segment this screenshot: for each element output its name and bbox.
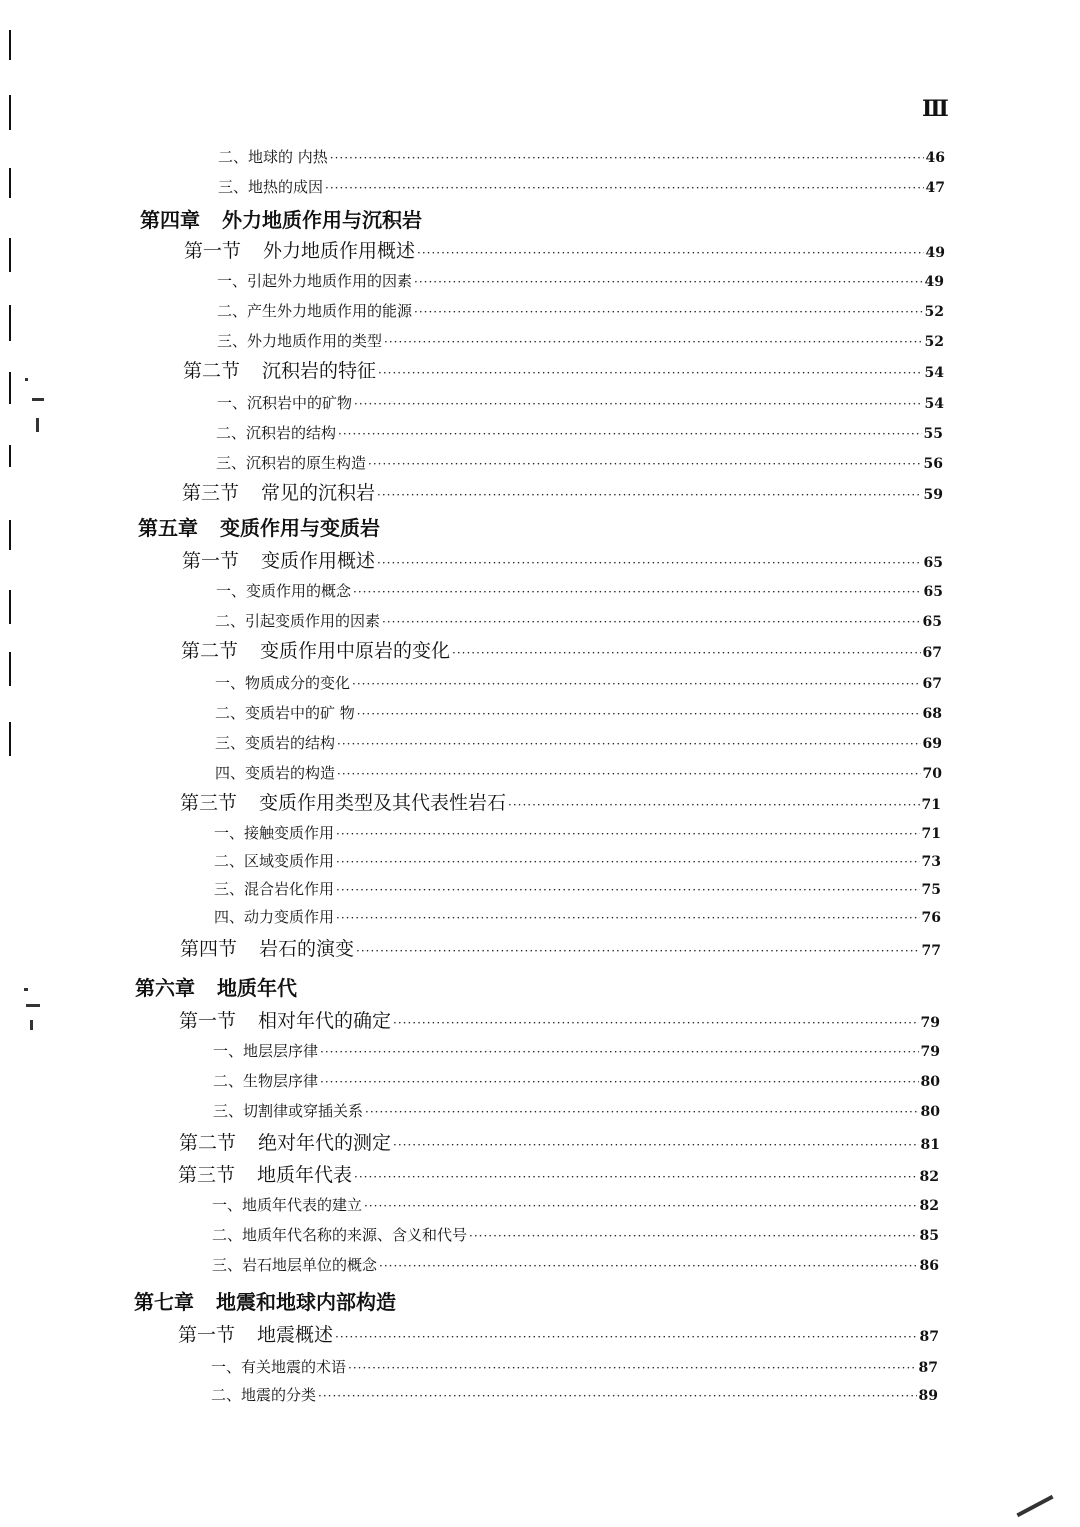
page-number: Ⅲ (922, 96, 949, 122)
dot-leader (417, 246, 923, 260)
toc-section (182, 546, 943, 573)
scan-speck (32, 398, 44, 401)
toc-section (181, 636, 942, 663)
toc-section (178, 1320, 939, 1347)
toc-title (182, 546, 375, 573)
dot-leader (393, 1138, 918, 1152)
dot-leader (384, 335, 923, 349)
toc-page-number: 71 (921, 797, 941, 813)
dot-leader (354, 1170, 917, 1184)
toc-title (214, 878, 334, 899)
toc-number: 第六章 (135, 976, 195, 1000)
toc-label: 二、沉积岩的结构 (216, 424, 337, 442)
dot-leader (356, 944, 919, 958)
toc-title (213, 1070, 318, 1091)
dot-leader (377, 488, 921, 502)
dot-leader (325, 181, 924, 195)
toc-section (179, 1006, 940, 1033)
toc-label: 外力地质作用与沉积岩 (222, 208, 422, 232)
toc-page-number: 55 (923, 426, 943, 442)
toc-label: 变质作用与变质岩 (220, 516, 380, 540)
scan-speck (30, 1020, 33, 1030)
toc-section (179, 1128, 940, 1155)
toc-number: 第一节 (178, 1324, 236, 1346)
toc-number: 第七章 (134, 1290, 194, 1314)
toc-label: 二、生物层序律 (213, 1072, 319, 1090)
toc-title (182, 478, 375, 505)
toc-page-number: 52 (924, 334, 944, 350)
dot-leader (393, 1016, 918, 1030)
toc-title (211, 1384, 316, 1405)
toc-page-number: 79 (920, 1044, 940, 1060)
toc-page-number: 49 (924, 274, 944, 290)
scan-margin-mark (9, 590, 11, 624)
dot-leader (336, 855, 920, 869)
scan-margin-mark (9, 30, 11, 60)
toc-label: 变质作用概述 (261, 550, 376, 572)
toc-item (213, 1040, 940, 1061)
toc-item (217, 330, 944, 351)
toc-label: 二、引起变质作用的因素 (215, 612, 381, 630)
toc-section (178, 1160, 939, 1187)
toc-page-number: 87 (919, 1329, 939, 1345)
toc-item (211, 1384, 938, 1405)
toc-page-number: 87 (918, 1360, 938, 1376)
toc-label: 四、变质岩的构造 (215, 764, 336, 782)
toc-label: 一、地层层序律 (213, 1042, 319, 1060)
toc-title (216, 580, 351, 601)
toc-page-number: 65 (922, 614, 942, 630)
toc-page-number: 67 (922, 676, 942, 692)
dot-leader (318, 1389, 917, 1403)
toc-label: 二、地质年代名称的来源、含义和代号 (212, 1226, 468, 1244)
toc-page-number: 54 (924, 396, 944, 412)
toc-page-number: 49 (925, 245, 945, 261)
toc-label: 二、区域变质作用 (214, 852, 335, 870)
toc-label: 绝对年代的测定 (258, 1132, 392, 1154)
toc-item (215, 762, 942, 783)
toc-page-number: 65 (923, 584, 943, 600)
toc-title (214, 850, 334, 871)
toc-title (215, 732, 335, 753)
dot-leader (378, 366, 922, 380)
toc-page-number: 86 (919, 1258, 939, 1274)
toc-label: 一、变质作用的概念 (216, 582, 352, 600)
toc-label: 地质年代表 (257, 1164, 353, 1186)
dot-leader (337, 737, 921, 751)
toc-title (212, 1194, 362, 1215)
dot-leader (357, 707, 921, 721)
toc-title (134, 1286, 396, 1315)
toc-item (218, 146, 945, 167)
toc-page-number: 82 (919, 1169, 939, 1185)
scan-margin-mark (9, 305, 11, 341)
toc-page-number: 80 (920, 1074, 940, 1090)
toc-label: 三、外力地质作用的类型 (217, 332, 383, 350)
dot-leader (452, 646, 920, 660)
toc-label: 一、地质年代表的建立 (212, 1196, 363, 1214)
toc-title (179, 1006, 391, 1033)
toc-label: 三、切割律或穿插关系 (213, 1102, 364, 1120)
toc-number: 第一节 (182, 550, 240, 572)
dot-leader (364, 1199, 918, 1213)
toc-title (218, 176, 323, 197)
dot-leader (382, 615, 921, 629)
toc-chapter (140, 204, 540, 233)
dot-leader (338, 427, 922, 441)
toc-item (216, 580, 943, 601)
toc-title (213, 1100, 363, 1121)
toc-label: 二、变质岩中的矿 物 (215, 704, 355, 722)
dot-leader (335, 1330, 917, 1344)
toc-label: 四、动力变质作用 (214, 908, 335, 926)
toc-title (180, 788, 506, 815)
toc-title (212, 1254, 377, 1275)
dot-leader (414, 305, 923, 319)
toc-item (217, 392, 944, 413)
dot-leader (352, 677, 921, 691)
toc-page-number: 46 (925, 150, 945, 166)
toc-label: 一、接触变质作用 (214, 824, 335, 842)
dot-leader (365, 1105, 919, 1119)
toc-number: 第二节 (179, 1132, 237, 1154)
toc-label: 一、沉积岩中的矿物 (217, 394, 353, 412)
toc-item (215, 702, 942, 723)
scan-margin-mark (9, 372, 11, 404)
toc-page-number: 69 (922, 736, 942, 752)
toc-label: 三、地热的成因 (218, 178, 324, 196)
toc-title (217, 392, 352, 413)
toc-chapter (138, 512, 538, 541)
toc-label: 相对年代的确定 (258, 1010, 392, 1032)
toc-label: 变质作用中原岩的变化 (260, 640, 451, 662)
toc-label: 三、变质岩的结构 (215, 734, 336, 752)
toc-title (215, 610, 380, 631)
toc-title (184, 236, 415, 263)
toc-label: 地震概述 (257, 1324, 334, 1346)
toc-item (216, 452, 943, 473)
toc-page-number: 52 (924, 304, 944, 320)
toc-title (218, 146, 328, 167)
dot-leader (354, 397, 923, 411)
toc-label: 一、引起外力地质作用的因素 (217, 272, 413, 290)
toc-page-number: 79 (920, 1015, 940, 1031)
toc-item (213, 1070, 940, 1091)
toc-page-number: 80 (920, 1104, 940, 1120)
toc-page-number: 54 (924, 365, 944, 381)
toc-page-number: 70 (922, 766, 942, 782)
toc-item (212, 1254, 939, 1275)
toc-label: 三、混合岩化作用 (214, 880, 335, 898)
toc-title (217, 300, 412, 321)
dot-leader (414, 275, 923, 289)
toc-label: 三、沉积岩的原生构造 (216, 454, 367, 472)
scan-margin-mark (9, 722, 11, 756)
toc-item (214, 850, 941, 871)
dot-leader (379, 1259, 918, 1273)
toc-item (213, 1100, 940, 1121)
toc-number: 第二节 (183, 360, 241, 382)
toc-page-number: 56 (923, 456, 943, 472)
toc-number: 第四章 (140, 208, 200, 232)
toc-item (216, 422, 943, 443)
toc-page-number: 76 (921, 910, 941, 926)
toc-label: 外力地质作用概述 (263, 240, 416, 262)
dot-leader (348, 1361, 917, 1375)
toc-page-number: 81 (920, 1137, 940, 1153)
dot-leader (353, 585, 922, 599)
toc-page-number: 67 (922, 645, 942, 661)
scan-margin-mark (9, 168, 11, 198)
toc-title (140, 204, 422, 233)
toc-number: 第四节 (180, 938, 238, 960)
toc-title (215, 762, 335, 783)
dot-leader (377, 556, 921, 570)
toc-item (212, 1194, 939, 1215)
dot-leader (330, 151, 924, 165)
toc-page-number: 68 (922, 706, 942, 722)
toc-item (212, 1224, 939, 1245)
toc-page-number: 85 (919, 1228, 939, 1244)
toc-page-number: 82 (919, 1198, 939, 1214)
toc-title (215, 702, 355, 723)
toc-label: 沉积岩的特征 (262, 360, 377, 382)
toc-page-number: 47 (925, 180, 945, 196)
toc-label: 二、地球的 内热 (218, 148, 328, 166)
toc-title (214, 906, 334, 927)
toc-title (214, 822, 334, 843)
toc-item (214, 906, 941, 927)
toc-item (215, 610, 942, 631)
toc-number: 第一节 (184, 240, 242, 262)
toc-label: 一、物质成分的变化 (215, 674, 351, 692)
toc-title (178, 1320, 333, 1347)
scan-speck (24, 988, 28, 991)
scan-speck (26, 1004, 40, 1007)
scan-margin-mark (9, 445, 11, 467)
toc-title (179, 1128, 391, 1155)
scan-margin-mark (9, 238, 11, 272)
toc-title (212, 1224, 467, 1245)
toc-label: 二、产生外力地质作用的能源 (217, 302, 413, 320)
toc-label: 一、有关地震的术语 (211, 1358, 347, 1376)
toc-item (215, 672, 942, 693)
toc-page-number: 71 (921, 826, 941, 842)
toc-title (213, 1040, 318, 1061)
dot-leader (337, 767, 921, 781)
toc-title (215, 672, 350, 693)
toc-item (218, 176, 945, 197)
toc-title (178, 1160, 352, 1187)
dot-leader (336, 911, 920, 925)
toc-title (217, 330, 382, 351)
toc-item (214, 822, 941, 843)
toc-title (180, 934, 354, 961)
toc-number: 第三节 (180, 792, 238, 814)
toc-section (183, 356, 944, 383)
toc-label: 三、岩石地层单位的概念 (212, 1256, 378, 1274)
toc-section (180, 788, 941, 815)
toc-label: 岩石的演变 (259, 938, 355, 960)
toc-page-number: 89 (918, 1388, 938, 1404)
toc-chapter (135, 972, 535, 1001)
toc-section (180, 934, 941, 961)
scan-margin-mark (9, 520, 11, 550)
toc-number: 第五章 (138, 516, 198, 540)
toc-title (216, 422, 336, 443)
dot-leader (368, 457, 922, 471)
toc-page-number: 77 (921, 943, 941, 959)
toc-page-number: 65 (923, 555, 943, 571)
toc-label: 常见的沉积岩 (261, 482, 376, 504)
toc-title (211, 1356, 346, 1377)
scan-margin-mark (9, 652, 11, 686)
toc-number: 第二节 (181, 640, 239, 662)
toc-item (217, 270, 944, 291)
dot-leader (336, 883, 920, 897)
dot-leader (508, 798, 919, 812)
toc-title (183, 356, 376, 383)
scan-speck (25, 378, 28, 381)
toc-label: 二、地震的分类 (211, 1386, 317, 1404)
toc-item (215, 732, 942, 753)
toc-page-number: 73 (921, 854, 941, 870)
toc-item (211, 1356, 938, 1377)
scan-margin-mark (9, 95, 11, 130)
toc-title (216, 452, 366, 473)
toc-item (214, 878, 941, 899)
toc-section (182, 478, 943, 505)
dot-leader (320, 1075, 919, 1089)
toc-page-number: 59 (923, 487, 943, 503)
dot-leader (469, 1229, 918, 1243)
toc-title (181, 636, 450, 663)
toc-number: 第三节 (178, 1164, 236, 1186)
toc-title (138, 512, 380, 541)
toc-label: 地质年代 (217, 976, 297, 1000)
scan-speck (36, 418, 39, 432)
toc-chapter (134, 1286, 534, 1315)
toc-section (184, 236, 945, 263)
toc-number: 第三节 (182, 482, 240, 504)
toc-label: 地震和地球内部构造 (216, 1290, 396, 1314)
toc-title (217, 270, 412, 291)
dot-leader (336, 827, 920, 841)
toc-title (135, 972, 297, 1001)
dot-leader (320, 1045, 919, 1059)
toc-number: 第一节 (179, 1010, 237, 1032)
toc-page-number: 75 (921, 882, 941, 898)
toc-item (217, 300, 944, 321)
toc-label: 变质作用类型及其代表性岩石 (259, 792, 507, 814)
